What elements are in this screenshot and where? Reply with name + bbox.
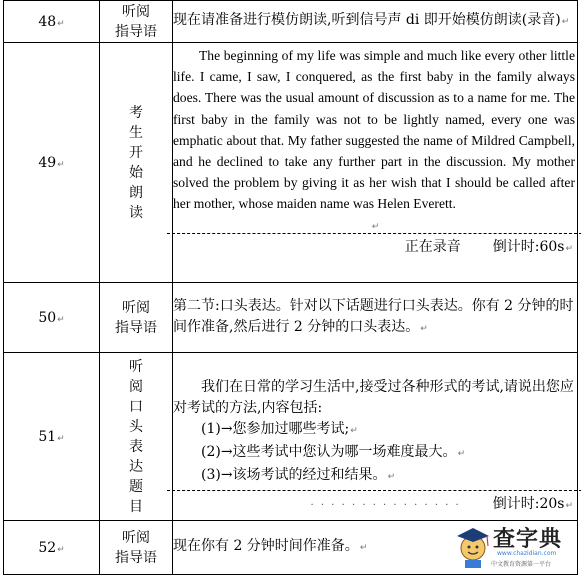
item-number: 51↵ (4, 353, 100, 521)
item-number: 52↵ (4, 521, 100, 575)
row-role-vertical (100, 353, 173, 521)
role-line: 听阅 (122, 299, 150, 316)
item-number: 50↵ (4, 283, 100, 353)
table-row (4, 43, 578, 283)
instruction-text: 第二节:口头表达。针对以下话题进行口头表达。你有 2 分钟的时间作准备,然后进行 2 分钟的口头表达。↵ (173, 283, 578, 353)
exam-procedure-table (3, 0, 578, 575)
role-char: 考 (129, 104, 143, 121)
instruction-text: 现在你有 2 分钟时间作准备。↵ (173, 521, 578, 575)
instruction-line: 第二节:口头表达。针对以下话题进行口头表达。你有 2 分钟的时间作准备,然后进行 2 分钟的口头表达。 (173, 297, 574, 335)
logo-brand: 查字典 (493, 527, 563, 552)
row-role (100, 283, 173, 353)
role-char: 朗 (129, 184, 143, 201)
role-char: 阅 (129, 378, 143, 395)
recording-status: 正在录音 (404, 238, 461, 255)
row-role (100, 521, 173, 575)
role-char: 听 (129, 358, 143, 375)
role-line: 指导语 (115, 319, 157, 336)
role-char: 生 (129, 124, 143, 141)
countdown-timer: 倒计时:60s (492, 238, 565, 255)
role-char: 头 (129, 418, 143, 435)
logo-tagline: 中文教育资源第一平台 (491, 561, 552, 568)
role-line: 听阅 (122, 3, 150, 20)
role-char: 读 (129, 204, 143, 221)
table-row (4, 1, 578, 43)
instruction-line: 现在请准备进行模仿朗读,听到信号声 di 即开始模仿朗读(录音) (173, 12, 561, 28)
prompt-item: (2)→这些考试中您认为哪一场难度最大。↵ (201, 444, 466, 460)
role-char: 题 (129, 478, 143, 495)
role-char: 开 (129, 144, 143, 161)
instruction-line: 现在你有 2 分钟时间作准备。 (173, 538, 359, 554)
role-char: 口 (129, 398, 143, 415)
prompt-item: (1)→您参加过哪些考试;↵ (201, 421, 358, 437)
item-number: 49↵ (4, 43, 100, 283)
prompt-item: (3)→该场考试的经过和结果。↵ (201, 467, 396, 483)
reading-passage-cell (173, 43, 578, 283)
site-logo (453, 516, 573, 574)
role-char: 始 (129, 164, 143, 181)
role-char: 目 (129, 498, 143, 515)
countdown-timer: 倒计时:20s (492, 496, 565, 512)
role-line: 指导语 (115, 549, 157, 566)
dotted-leader: · · · · · · · · · · · · · · · (310, 500, 461, 511)
speaking-prompt-cell (173, 353, 578, 521)
logo-url: www.chazidian.com (497, 550, 557, 557)
recording-status-bar: 正在录音 倒计时:60s↵ (404, 238, 573, 255)
role-line: 听阅 (122, 529, 150, 546)
role-line: 指导语 (115, 23, 157, 40)
role-char: 表 (129, 438, 143, 455)
graduation-cap-icon (455, 520, 491, 570)
table-row (4, 283, 578, 353)
speaking-prompt: 我们在日常的学习生活中,接受过各种形式的考试,请说出您应对考试的方法,内容包括: (173, 379, 574, 416)
reading-passage: The beginning of my life was simple and much like every other little life. I came, I saw, I conquered, as the first baby in the family always does. There was the usual amount of discussion as to a name for me. The first baby in the family was not to be lightly named, every one was emphatic about that. My father suggested the name of Mildred Campbell, and he declined to take any further part in the discussion. My mother solved the problem by giving it as her wish that I should be called after her mother, whose maiden name was Helen Everett. (173, 48, 575, 212)
instruction-text: 现在请准备进行模仿朗读,听到信号声 di 即开始模仿朗读(录音)↵ (173, 1, 578, 43)
paragraph-mark: ↵ (371, 221, 380, 232)
row-role-vertical (100, 43, 173, 283)
countdown-bar: · · · · · · · · · · · · · · · 倒计时:20s↵ (310, 496, 573, 512)
role-char: 达 (129, 458, 143, 475)
row-role (100, 1, 173, 43)
table-row (4, 353, 578, 521)
item-number: 48↵ (4, 1, 100, 43)
